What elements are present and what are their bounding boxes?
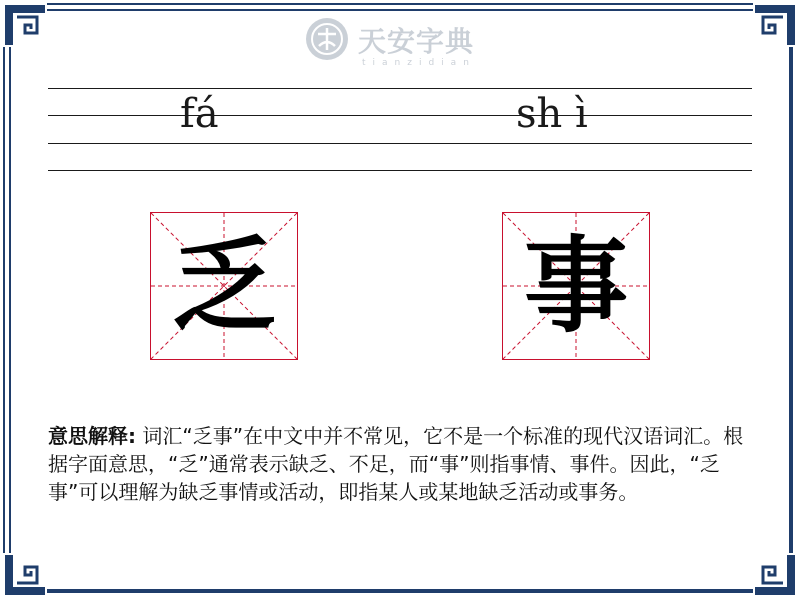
- pinyin-staff: [48, 88, 752, 172]
- meaning-text: 词汇“乏事”在中文中并不常见，它不是一个标准的现代汉语词汇。根据字面意思，“乏”通常表示缺乏、不足，而“事”则指事情、事件。因此，“乏事”可以理解为缺乏事情或活动，即指某人或某地缺乏活动或事务。: [48, 424, 744, 504]
- character-fa: 乏: [171, 224, 276, 347]
- character-grid-first: [150, 212, 298, 360]
- watermark-title: 天安字典: [358, 25, 475, 58]
- corner-ornament-top-left: [3, 3, 47, 47]
- meaning-paragraph: [48, 422, 752, 506]
- corner-ornament-bottom-left: [3, 553, 47, 597]
- corner-ornament-top-right: [753, 3, 797, 47]
- staff-line: [48, 143, 752, 144]
- meaning-label: 意思解释: [48, 424, 128, 448]
- staff-line: [48, 170, 752, 171]
- pinyin-first-syllable: fá: [180, 91, 219, 137]
- site-watermark: [300, 12, 500, 74]
- corner-ornament-bottom-right: [753, 553, 797, 597]
- character-shi: 事: [523, 224, 628, 347]
- character-grid-second: [502, 212, 650, 360]
- meaning-separator: :: [128, 424, 136, 448]
- watermark-logo-icon: [304, 16, 350, 62]
- watermark-subtitle: tianzidian: [362, 58, 476, 68]
- pinyin-second-syllable: sh ì: [516, 91, 588, 137]
- staff-line: [48, 115, 752, 116]
- staff-line: [48, 88, 752, 89]
